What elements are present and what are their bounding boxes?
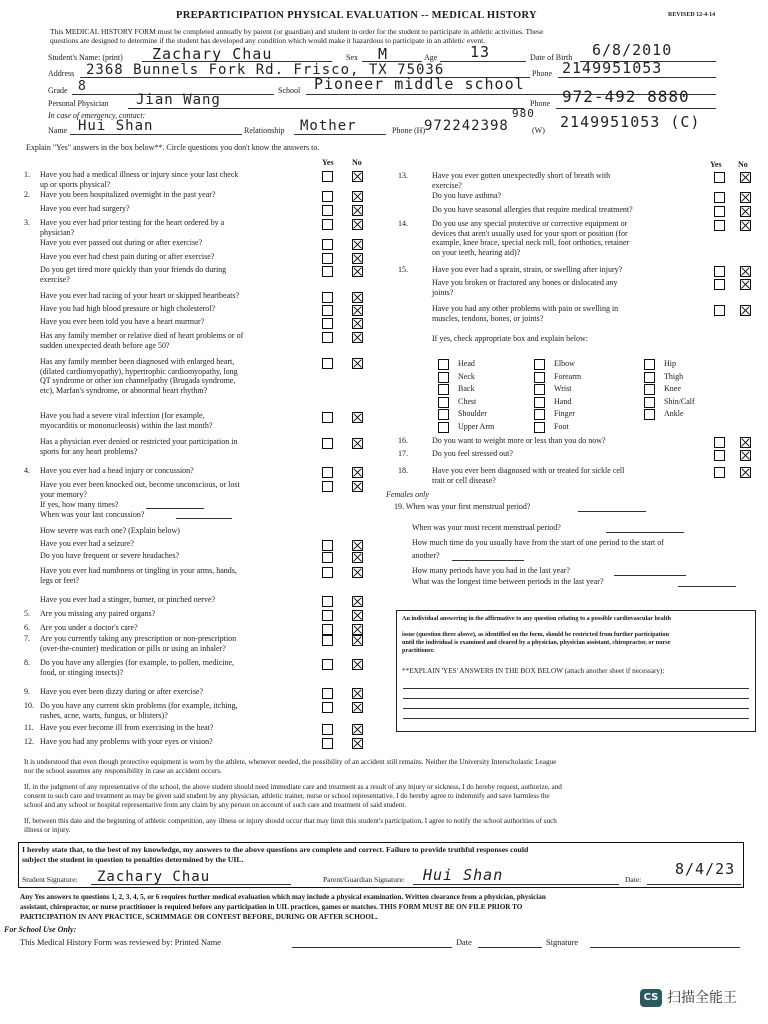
yes-checkbox[interactable] [322,253,333,264]
no-checkbox[interactable] [740,437,751,448]
yes-checkbox[interactable] [714,467,725,478]
statement-date-label: Date: [625,875,642,884]
question-text: physician? [40,227,75,237]
scanner-watermark-text: 扫描全能王 [667,989,737,1006]
footer-warning-3: PARTICIPATION IN ANY PRACTICE, SCRIMMAGE OR CONTEST BEFORE, DURING OR AFTER SCHOOL. [20,913,378,921]
question-text: Do you have frequent or severe headaches? [40,551,180,560]
no-checkbox[interactable] [352,738,363,749]
yes-checkbox[interactable] [322,467,333,478]
body-part-checkbox[interactable] [534,384,545,395]
no-checkbox[interactable] [352,702,363,713]
legal-2: nor the school assumes any responsibility in case an accident occurs. [24,767,222,775]
yes-checkbox[interactable] [714,305,725,316]
no-checkbox[interactable] [740,220,751,231]
body-part-label: Back [458,384,475,393]
question-text: exercise? [432,180,462,190]
question-text: Have you ever become ill from exercising in the heat? [40,723,214,732]
question-text: Has any family member or relative died of heart problems or of [40,331,244,340]
footer-warning-1: Any Yes answers to questions 1, 2, 3, 4, 5, or 6 requires further medical evaluation which may include a physical examination. Written clearance from a physician, physician [20,893,546,901]
legal-7: illness or injury. [24,826,71,834]
no-checkbox[interactable] [352,438,363,449]
statement-box [18,842,744,888]
no-checkbox[interactable] [740,172,751,183]
cardio-note-4: practitioner. [402,647,435,654]
no-checkbox[interactable] [352,610,363,621]
no-checkbox[interactable] [352,358,363,369]
no-checkbox[interactable] [352,540,363,551]
legal-5: school and any school or hospital representative from any claim by any person on account of such care and treatment of said student. [24,801,407,809]
question-text: Have you had a medical illness or injury since your last check [40,170,239,179]
body-part-checkbox[interactable] [438,397,449,408]
body-part-label: Hip [664,359,676,368]
yes-checkbox[interactable] [322,191,333,202]
body-part-checkbox[interactable] [534,372,545,383]
address-value[interactable]: 2368 Bunnels Fork Rd. Frisco, TX 75036 [86,62,445,78]
question-text: Have you ever been dizzy during or after exercise? [40,687,204,696]
question-text: Have you ever been knocked out, become unconscious, or lost [40,480,240,489]
question-text: Have you ever been diagnosed with or treated for sickle cell [432,466,625,475]
question-number: 18. [398,466,408,475]
no-checkbox[interactable] [740,266,751,277]
question-text: up or sports physical? [40,179,110,189]
yes-checkbox[interactable] [322,540,333,551]
yes-checkbox[interactable] [322,358,333,369]
question-text: Do you get tired more quickly than your friends do during [40,265,227,274]
yes-checkbox[interactable] [322,688,333,699]
yes-checkbox[interactable] [714,192,725,203]
question-number: 3. [24,218,30,227]
body-part-checkbox[interactable] [438,359,449,370]
grade-label: Grade [48,86,68,95]
no-checkbox[interactable] [352,191,363,202]
relationship-value[interactable]: Mother [300,118,357,134]
no-checkbox[interactable] [352,659,363,670]
sex-value[interactable]: M [378,45,389,63]
student-signature-label: Student Signature: [22,875,78,884]
yes-checkbox[interactable] [322,635,333,646]
parent-signature-label: Parent/Guardian Signature: [323,875,405,884]
yes-checkbox[interactable] [322,624,333,635]
yes-checkbox[interactable] [322,552,333,563]
female-q-recent: When was your most recent menstrual period? [412,523,561,532]
legal-4: consent to such care and treatment as may be given said student by any physician, athletic trainer, nurse or school representative. I do hereby agree to indemnify and save harmless the [24,792,550,800]
question-text: Have you ever had surgery? [40,204,130,213]
yes-checkbox[interactable] [322,702,333,713]
yes-checkbox[interactable] [714,279,725,290]
body-part-label: Hand [554,396,572,406]
question-text: Have you been hospitalized overnight in the past year? [40,190,216,199]
question-text: Have you ever gotten unexpectedly short of breath with [432,171,611,180]
body-part-checkbox[interactable] [644,409,655,420]
dob-label: Date of Birth [530,53,573,62]
body-part-checkbox[interactable] [438,409,449,420]
female-q19: 19. When was your first menstrual period? [394,502,531,511]
body-part-label: Finger [554,409,575,418]
yes-checkbox[interactable] [322,567,333,578]
no-checkbox[interactable] [352,171,363,182]
question-text: Have you had a severe viral infection (for example, [40,411,205,420]
age-label: Age [424,53,438,62]
right-no-header: No [738,160,748,169]
question-text: Have you ever had numbness or tingling in your arms, hands, [40,566,237,575]
question-text: example, knee brace, special neck roll, foot orthotics, retainer [432,238,630,247]
body-part-label: Chest [458,396,477,406]
body-part-label: Upper Arm [458,421,495,431]
statement-date-value[interactable]: 8/4/23 [675,860,736,878]
reviewed-signature-label: Signature [546,938,579,947]
no-checkbox[interactable] [352,205,363,216]
body-part-label: Shin/Calf [664,396,695,406]
question-text: Are you missing any paired organs? [40,609,156,618]
question-text: Have you ever had a head injury or concussion? [40,466,194,475]
question-number: 2. [24,190,30,199]
grade-value[interactable]: 8 [78,79,87,94]
question-text: trait or cell disease? [432,475,496,485]
question-number: 7. [24,634,30,643]
question-number: 16. [398,436,408,445]
no-checkbox[interactable] [352,467,363,478]
yes-checkbox[interactable] [322,659,333,670]
explain-yes-heading: **EXPLAIN 'YES' ANSWERS IN THE BOX BELOW (attach another sheet if necessary): [402,667,665,675]
no-checkbox[interactable] [740,279,751,290]
question-number: 5. [24,609,30,618]
yes-checkbox[interactable] [322,738,333,749]
phone-h-value[interactable]: 972242398 [424,118,509,134]
yes-checkbox[interactable] [322,266,333,277]
question-text: Have you had any problems with your eyes or vision? [40,737,213,746]
yes-checkbox[interactable] [714,220,725,231]
phone-value[interactable]: 2149951053 [562,59,663,77]
question-text: your memory? [40,489,87,499]
question-text: Have you ever had prior testing for the heart ordered by a [40,218,225,227]
question-text: When was your last concussion? [40,510,145,519]
yes-checkbox[interactable] [322,305,333,316]
question-number: 10. [24,701,34,710]
question-text: joints? [432,287,454,297]
question-text: Do you feel stressed out? [432,449,513,458]
yes-checkbox[interactable] [322,205,333,216]
no-checkbox[interactable] [740,206,751,217]
student-name-label: Student's Name: (print) [48,53,123,62]
body-part-label: Elbow [554,359,575,368]
question-text: Has any family member been diagnosed with enlarged heart, [40,357,235,366]
cardio-note-1: An individual answering in the affirmative to any question relating to a possible cardiovascular health [402,615,671,622]
question-text: Have you ever had a seizure? [40,539,134,548]
body-part-checkbox[interactable] [644,384,655,395]
body-part-label: Foot [554,421,569,431]
left-yes-header: Yes [322,158,334,167]
yes-checkbox[interactable] [714,450,725,461]
question-number: 13. [398,171,408,180]
yes-checkbox[interactable] [322,438,333,449]
question-number: 17. [398,449,408,458]
female-q-periods: How many periods have you had in the last year? [412,566,570,575]
females-label: Females only [386,490,429,499]
no-checkbox[interactable] [352,724,363,735]
yes-checkbox[interactable] [322,239,333,250]
question-number: 15. [398,265,408,274]
physician-phone-label: Phone [530,99,550,108]
question-text: Have you ever had a sprain, strain, or swelling after injury? [432,265,623,274]
no-checkbox[interactable] [352,239,363,250]
question-number: 1. [24,170,30,179]
reviewed-label: This Medical History Form was reviewed by: Printed Name [20,938,221,947]
emergency-label: In case of emergency, contact: [48,111,146,120]
question-text: Have you had any other problems with pain or swelling in [432,304,619,313]
body-part-label: Thigh [664,371,684,381]
female-q-longest: What was the longest time between periods in the last year? [412,577,604,586]
no-checkbox[interactable] [352,219,363,230]
scanner-logo-icon: CS [640,989,662,1007]
yes-checkbox[interactable] [322,318,333,329]
yes-checkbox[interactable] [322,610,333,621]
question-text: Have you broken or fractured any bones or dislocated any [432,278,618,287]
question-text: Do you want to weight more or less than you do now? [432,436,606,445]
no-checkbox[interactable] [352,318,363,329]
right-yes-header: Yes [710,160,722,169]
question-number: 14. [398,219,408,228]
no-checkbox[interactable] [352,596,363,607]
question-text: devices that aren't usually used for your sport or position (for [432,228,628,238]
question-text: rashes, acne, warts, fungus, or blisters)? [40,710,168,720]
yes-checkbox[interactable] [322,332,333,343]
body-part-checkbox[interactable] [534,422,545,433]
question-text: (dilated cardiomyopathy), hypertrophic cardiomyopathy, long [40,366,238,376]
question-text: Do you have seasonal allergies that require medical treatment? [432,205,633,214]
contact-name-value[interactable]: Hui Shan [78,118,154,134]
no-checkbox[interactable] [352,305,363,316]
body-part-checkbox[interactable] [534,359,545,370]
student-signature-value[interactable]: Zachary Chau [97,869,211,885]
no-checkbox[interactable] [352,552,363,563]
school-value[interactable]: Pioneer middle school [314,75,525,93]
phone-w-value[interactable]: 2149951053 (C) [560,113,701,131]
no-checkbox[interactable] [352,567,363,578]
body-part-label: Knee [664,384,681,393]
question-text: on your teeth, hearing aid)? [432,247,521,257]
body-part-checkbox[interactable] [534,409,545,420]
question-number: 12. [24,737,34,746]
question-number: 11. [24,723,34,732]
question-text: sudden unexpected death before age 50? [40,340,170,350]
physician-phone-value[interactable]: 972-492 8880 [562,87,690,106]
yes-checkbox[interactable] [714,172,725,183]
body-part-label: Wrist [554,384,572,393]
legal-3: If, in the judgment of any representative of the school, the above student should need immediate care and treatment as a result of any injury or sickness, I do hereby request, authorize, and [24,783,562,791]
dob-value[interactable]: 6/8/2010 [592,41,673,59]
explain-box[interactable] [396,610,756,732]
body-part-label: Shoulder [458,409,487,418]
question-text: Are you currently taking any prescription or non-prescription [40,634,237,643]
no-checkbox[interactable] [740,305,751,316]
question-text: exercise? [40,274,70,284]
revised-date: REVISED 12-4-14 [668,12,716,18]
intro-line-1: This MEDICAL HISTORY FORM must be completed annually by parent (or guardian) and student in order for the student to participate in athletic activities. These [50,27,544,36]
no-checkbox[interactable] [352,292,363,303]
cardio-note-3: until the individual is examined and cleared by a physician, physician assistant, chiropractor, or nurse [402,639,671,646]
question-text: muscles, tendons, bones, or joints? [432,313,544,323]
question-text: Have you ever passed out during or after exercise? [40,238,203,247]
question-number: 9. [24,687,30,696]
yes-checkbox[interactable] [322,596,333,607]
question-number: 6. [24,623,30,632]
question-text: Have you ever had chest pain during or after exercise? [40,252,215,261]
body-part-checkbox[interactable] [534,397,545,408]
question-text: Do you have asthma? [432,191,502,200]
yes-checkbox[interactable] [714,266,725,277]
question-text: Have you ever been told you have a heart murmur? [40,317,205,326]
no-checkbox[interactable] [352,481,363,492]
question-text: Have you ever had racing of your heart or skipped heartbeats? [40,291,240,300]
reviewed-date-label: Date [456,938,472,947]
question-number: 4. [24,466,30,475]
explain-instruction: Explain "Yes" answers in the box below**. Circle questions you don't know the answers to. [26,143,320,152]
no-checkbox[interactable] [352,332,363,343]
phone-label: Phone [532,69,552,78]
physician-label: Personal Physician [48,99,109,108]
question-text: legs or feet? [40,575,80,585]
question-text: (over-the-counter) medication or pills or using an inhaler? [40,643,226,653]
intro-line-2: questions are designed to determine if the student has developed any condition which would make it hazardous to participate in an athletic event. [50,36,486,45]
body-part-label: Ankle [664,409,684,418]
sex-label: Sex [346,53,358,62]
body-part-checkbox[interactable] [644,359,655,370]
body-part-checkbox[interactable] [438,422,449,433]
no-checkbox[interactable] [352,412,363,423]
legal-6: If, between this date and the beginning of athletic competition, any illness or injury should occur that may limit this student's participation, I agree to notify the school authorities of such [24,817,557,825]
body-part-label: Head [458,359,475,368]
no-checkbox[interactable] [740,467,751,478]
question-text: Do you have any allergies (for example, to pollen, medicine, [40,658,235,667]
yes-checkbox[interactable] [322,724,333,735]
school-use-label: For School Use Only: [4,925,77,934]
question-text: Do you have any current skin problems (for example, itching, [40,701,238,710]
question-text: If yes, check appropriate box and explain below: [432,334,588,343]
statement-line-2: subject the student in question to penalties determined by the UIL. [22,855,244,864]
no-checkbox[interactable] [352,635,363,646]
question-text: Do you use any special protective or corrective equipment or [432,219,628,228]
question-text: Has a physician ever denied or restricted your participation in [40,437,238,446]
cardio-note-2: issue (question three above), as identified on the form, should be restricted from further participation [402,631,669,638]
phone-w-label: (W) [532,126,545,135]
question-text: sports for any heart problems? [40,446,138,456]
question-text: etc), Marfan's syndrome, or abnormal heart rhythm? [40,385,208,395]
question-text: If yes, how many times? [40,500,119,509]
body-part-label: Neck [458,371,475,381]
body-part-checkbox[interactable] [644,372,655,383]
yes-checkbox[interactable] [322,219,333,230]
body-part-checkbox[interactable] [438,384,449,395]
question-text: Have you ever had a stinger, burner, or pinched nerve? [40,595,216,604]
age-value[interactable]: 13 [470,43,491,61]
female-q-time: How much time do you usually have from the start of one period to the start of [412,538,664,547]
yes-checkbox[interactable] [322,412,333,423]
yes-checkbox[interactable] [322,481,333,492]
question-text: QT syndrome or other ion channelpathy (Brugada syndrome, [40,376,236,385]
female-q-another: another? [412,551,440,560]
yes-checkbox[interactable] [714,437,725,448]
phone-h-extra[interactable]: 980 [512,107,535,120]
contact-name-label: Name [48,126,68,135]
yes-checkbox[interactable] [714,206,725,217]
student-name-value[interactable]: Zachary Chau [152,45,273,63]
yes-checkbox[interactable] [322,292,333,303]
footer-warning-2: assistant, chiropractor, or nurse practitioner is required before any participation in UIL practices, games or matches. THIS FORM MUST BE ON FILE PRIOR TO [20,903,523,911]
yes-checkbox[interactable] [322,171,333,182]
no-checkbox[interactable] [740,450,751,461]
address-label: Address [48,69,75,78]
left-no-header: No [352,158,362,167]
no-checkbox[interactable] [352,266,363,277]
scanner-watermark [640,988,737,1008]
question-text: How severe was each one? (Explain below) [40,526,180,535]
parent-signature-value[interactable]: Hui Shan [423,866,504,884]
physician-value[interactable]: Jian Wang [136,92,221,108]
question-text: Are you under a doctor's care? [40,623,138,632]
legal-1: It is understood that even though protective equipment is worn by the athlete, whenever needed, the possibility of an accident still remains. Neither the University Interscholastic League [24,758,557,766]
question-number: 8. [24,658,30,667]
no-checkbox[interactable] [352,253,363,264]
school-label: School [278,86,301,95]
no-checkbox[interactable] [352,688,363,699]
phone-h-label: Phone (H) [392,126,426,135]
body-part-label: Forearm [554,371,582,381]
question-text: Have you had high blood pressure or high cholesterol? [40,304,216,313]
question-text: food, or stinging insects)? [40,667,124,677]
form-title: PREPARTICIPATION PHYSICAL EVALUATION -- MEDICAL HISTORY [176,10,537,21]
no-checkbox[interactable] [352,624,363,635]
body-part-checkbox[interactable] [438,372,449,383]
body-part-checkbox[interactable] [644,397,655,408]
question-text: myocarditis or mononucleosis) within the last month? [40,420,213,430]
no-checkbox[interactable] [740,192,751,203]
relationship-label: Relationship [244,126,285,135]
statement-line-1: I hereby state that, to the best of my knowledge, my answers to the above questions are complete and correct. Failure to provide truthful responses could [22,845,529,854]
